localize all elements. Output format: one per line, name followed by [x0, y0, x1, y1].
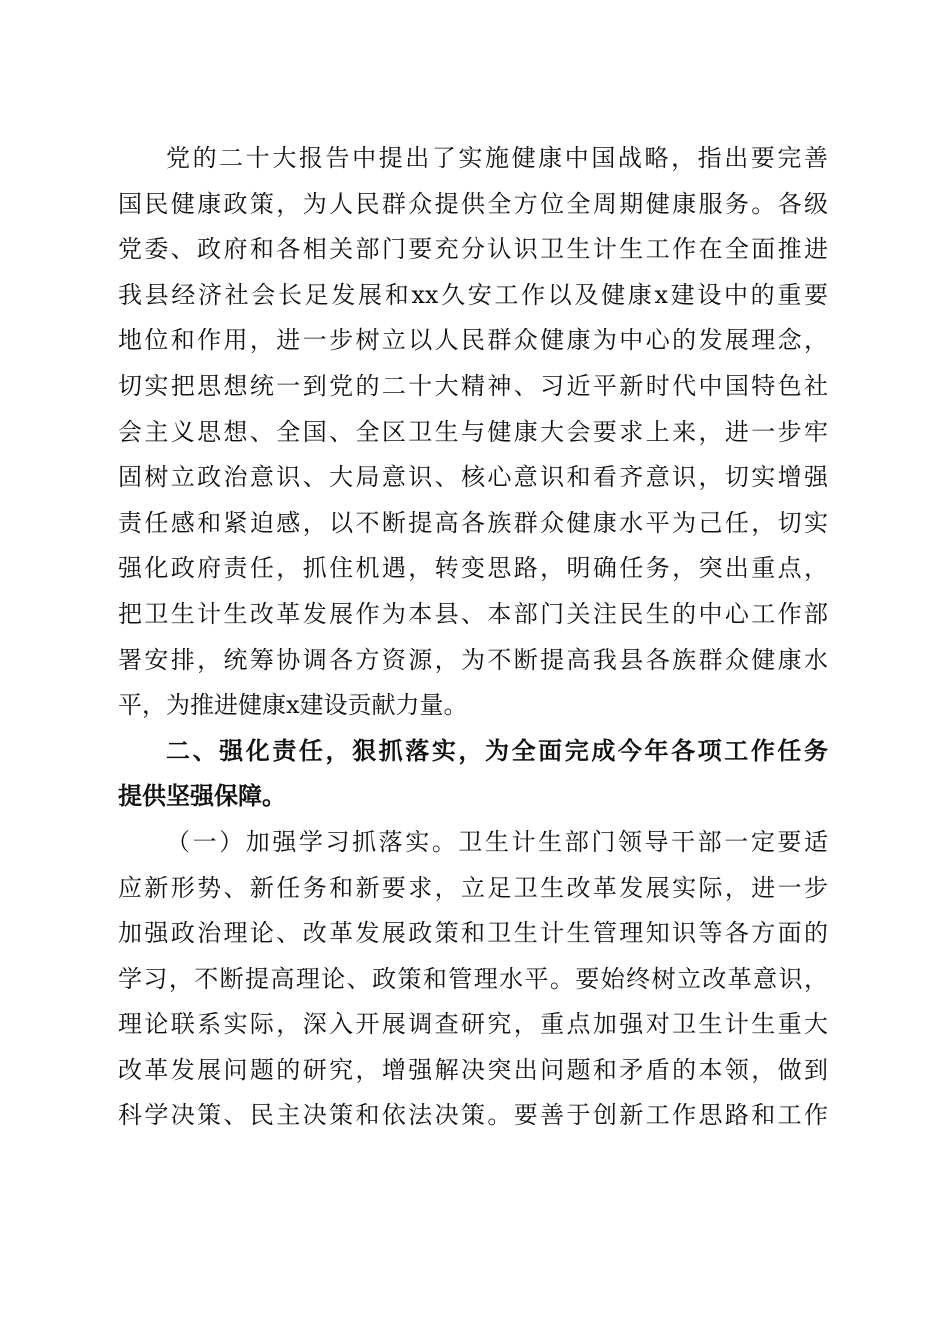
paragraph-strategy	[118, 136, 828, 729]
paragraph-study	[118, 820, 828, 1139]
text-line: 学习，不断提高理论、政策和管理水平。要始终树立改革意识，	[118, 964, 828, 993]
document-body	[118, 136, 828, 1139]
text-line: 强化政府责任，抓住机遇，转变思路，明确任务，突出重点，	[118, 554, 828, 583]
text-line: 我县经济社会长足发展和xx久安工作以及健康x建设中的重要	[118, 280, 828, 309]
text-line: 理论联系实际，深入开展调查研究，重点加强对卫生计生重大	[118, 1010, 828, 1039]
text-line: 应新形势、新任务和新要求，立足卫生改革发展实际，进一步	[118, 873, 828, 902]
text-line: 地位和作用，进一步树立以人民群众健康为中心的发展理念，	[118, 326, 828, 355]
text-line: 固树立政治意识、大局意识、核心意识和看齐意识，切实增强	[118, 463, 828, 492]
text-line: （一）加强学习抓落实。卫生计生部门领导干部一定要适	[166, 827, 828, 856]
text-line: 责任感和紧迫感，以不断提高各族群众健康水平为己任，切实	[118, 508, 828, 537]
heading-line: 提供坚强保障。	[118, 782, 286, 811]
text-line: 党的二十大报告中提出了实施健康中国战略，指出要完善	[166, 144, 828, 172]
text-line: 切实把思想统一到党的二十大精神、习近平新时代中国特色社	[118, 371, 828, 400]
text-line: 党委、政府和各相关部门要充分认识卫生计生工作在全面推进	[118, 235, 828, 264]
text-line: 平，为推进健康x建设贡献力量。	[118, 691, 468, 720]
section-heading	[118, 729, 828, 820]
heading-line: 二、强化责任，狠抓落实，为全面完成今年各项工作任务	[166, 736, 828, 765]
text-line: 会主义思想、全国、全区卫生与健康大会要求上来，进一步牢	[118, 417, 828, 446]
text-line: 改革发展问题的研究，增强解决突出问题和矛盾的本领，做到	[118, 1055, 828, 1084]
text-line: 科学决策、民主决策和依法决策。要善于创新工作思路和工作	[118, 1101, 828, 1130]
text-line: 把卫生计生改革发展作为本县、本部门关注民生的中心工作部	[118, 599, 828, 628]
text-line: 署安排，统筹协调各方资源，为不断提高我县各族群众健康水	[118, 645, 828, 674]
text-line: 国民健康政策，为人民群众提供全方位全周期健康服务。各级	[118, 189, 828, 218]
text-line: 加强政治理论、改革发展政策和卫生计生管理知识等各方面的	[118, 919, 828, 948]
